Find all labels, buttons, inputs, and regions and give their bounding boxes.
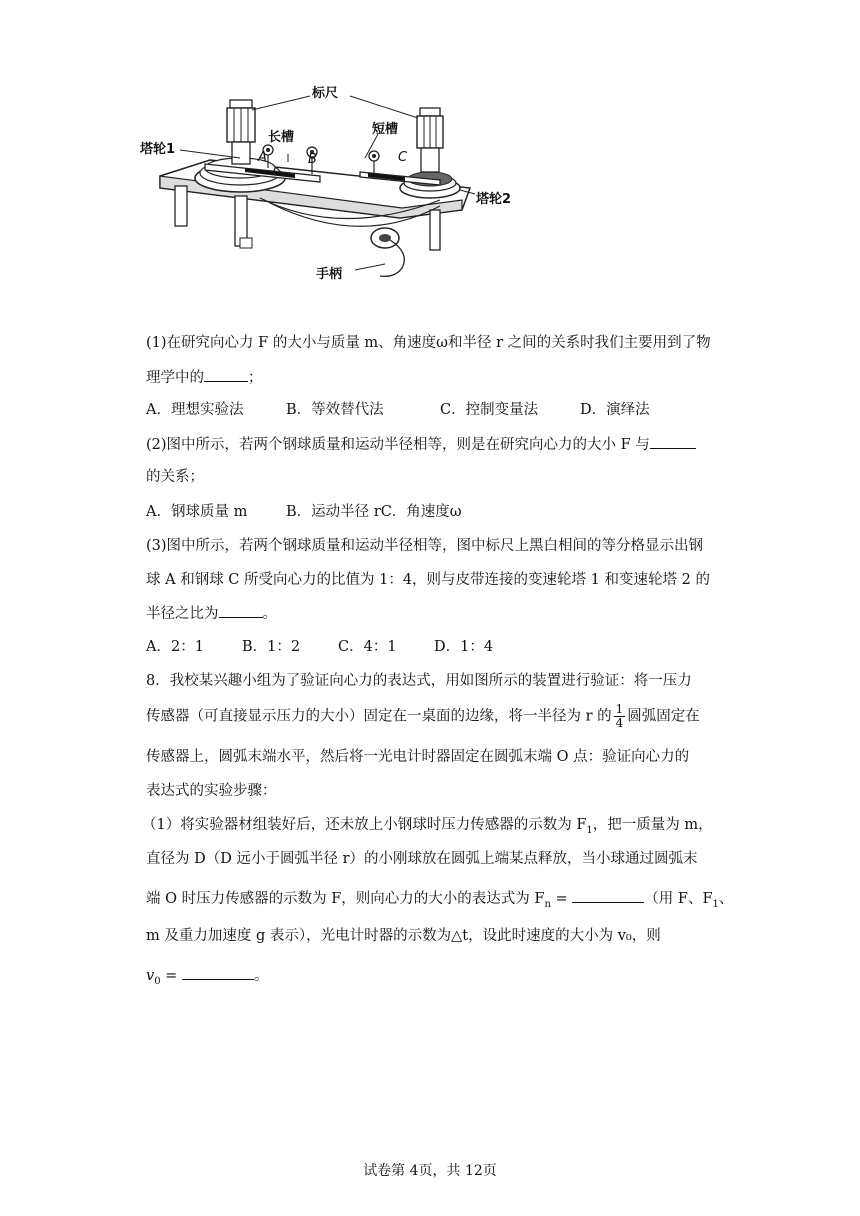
q1-option-b[interactable]: B．等效替代法	[286, 402, 384, 418]
short-groove-label: 短槽	[372, 122, 399, 137]
q3-option-a[interactable]: A．2：1	[146, 639, 204, 655]
q8-line-7: 端 O 时压力传感器的示数为 F，则向心力的大小的表达式为 $F_n$ = （用 F、$F_1$、	[146, 888, 733, 915]
q3-answer-blank[interactable]	[219, 603, 263, 618]
q2-line-2: 的关系；	[146, 469, 204, 485]
q1-line-2: 理学中的 ；	[146, 367, 263, 388]
q1-answer-blank[interactable]	[204, 367, 248, 382]
q1-option-d[interactable]: D．演绎法	[580, 402, 650, 418]
ruler-label: 标尺	[312, 86, 339, 101]
apparatus-drawing	[140, 88, 520, 288]
q8-line-6: 直径为 D（D 远小于圆弧半径 r）的小刚球放在圆弧上端某点释放，当小球通过圆弧末	[146, 851, 698, 867]
v0-expression-blank[interactable]	[182, 965, 254, 980]
q2-option-a[interactable]: A．钢球质量 m	[146, 504, 248, 520]
page-footer: 试卷第 4页，共 12页	[363, 1163, 497, 1179]
q1-option-a[interactable]: A．理想实验法	[146, 402, 244, 418]
tower-wheel-1-label: 塔轮1	[140, 142, 176, 157]
q8-line-9: $v_0$ = 。	[146, 965, 268, 992]
q2-option-b[interactable]: B．运动半径 r	[286, 504, 381, 520]
q8-line-8: m 及重力加速度 g 表示），光电计时器的示数为△t，设此时速度的大小为 v₀，则	[146, 928, 661, 944]
fn-expression-blank[interactable]	[572, 888, 644, 903]
q8-line-2: 传感器（可直接显示压力的大小）固定在一桌面的边缘，将一半径为 r 的 $\frac{1}{4}$ 圆弧固定在	[146, 702, 700, 730]
ball-b-label: B	[308, 152, 317, 167]
handle-label: 手柄	[316, 267, 343, 282]
quarter-fraction: $\frac{1}{4}$	[615, 702, 624, 730]
q3-line-2: 球 A 和钢球 C 所受向心力的比值为 1：4，则与皮带连接的变速轮塔 1 和变速轮塔 2 的	[146, 572, 710, 588]
q8-line-3: 传感器上，圆弧末端水平，然后将一光电计时器固定在圆弧末端 O 点：验证向心力的	[146, 749, 690, 765]
q3-option-b[interactable]: B．1：2	[242, 639, 301, 655]
q8-line-1: 8．我校某兴趣小组为了验证向心力的表达式，用如图所示的装置进行验证：将一压力	[146, 673, 692, 689]
q2-options	[146, 502, 462, 522]
long-groove-label: 长槽	[268, 130, 295, 145]
tower-wheel-2-label: 塔轮2	[476, 192, 512, 207]
q2-option-c[interactable]: C．角速度ω	[380, 504, 462, 520]
q8-line-5: （1）将实验器材组装好后，还未放上小钢球时压力传感器的示数为 $F_1$，把一质量为 m，	[142, 817, 713, 836]
q3-line-3: 半径之比为 。	[146, 603, 277, 624]
ball-a-label: A	[258, 150, 267, 165]
q2-answer-blank[interactable]	[650, 434, 696, 449]
q3-option-c[interactable]: C．4：1	[338, 639, 397, 655]
q1-options	[146, 400, 650, 420]
q1-option-c[interactable]: C．控制变量法	[440, 402, 539, 418]
q1-line-1: (1)在研究向心力 F 的大小与质量 m、角速度ω和半径 r 之间的关系时我们主要用到了物	[146, 335, 711, 351]
q3-line-1: (3)图中所示，若两个钢球质量和运动半径相等，图中标尺上黑白相间的等分格显示出钢	[146, 538, 704, 554]
q8-line-4: 表达式的实验步骤：	[146, 783, 277, 799]
ball-c-label: C	[398, 150, 408, 165]
apparatus-figure	[140, 88, 520, 288]
q2-line-1: (2)图中所示，若两个钢球质量和运动半径相等，则是在研究向心力的大小 F 与	[146, 434, 696, 455]
q3-options	[146, 637, 493, 657]
q3-option-d[interactable]: D．1：4	[434, 639, 494, 655]
